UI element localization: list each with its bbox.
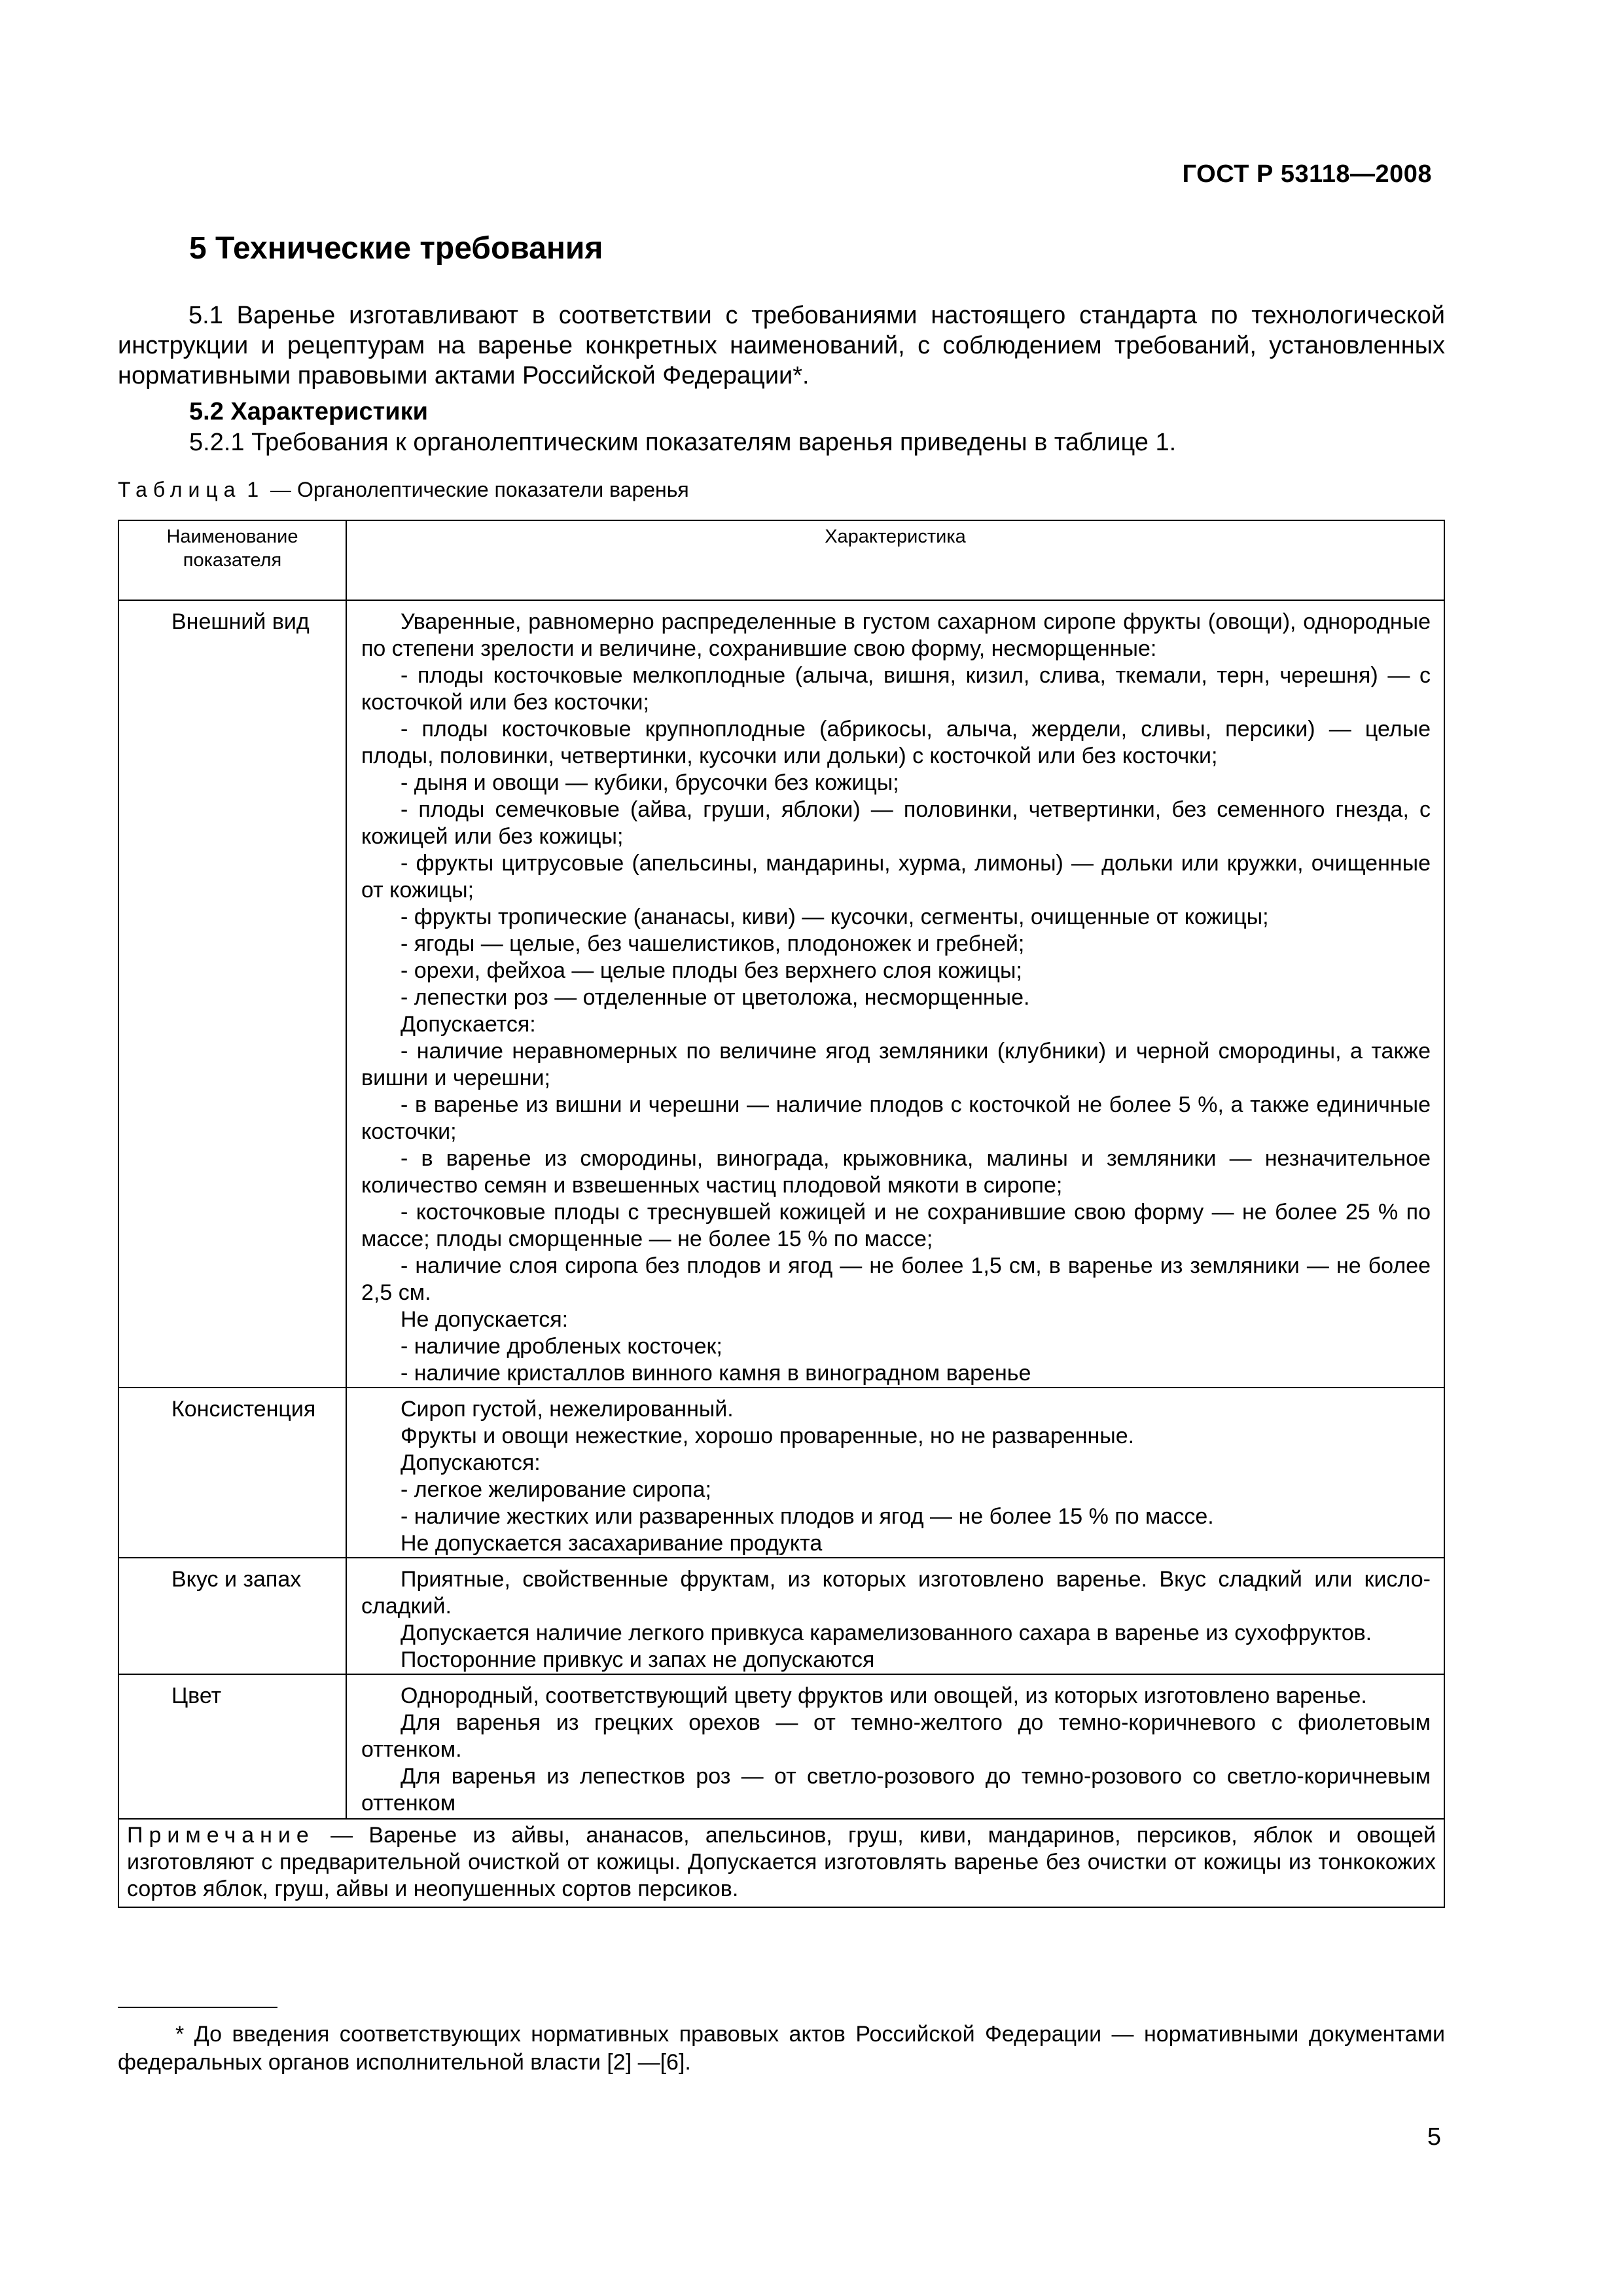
table-row-consistency bbox=[118, 1388, 1444, 1558]
note-text: — Варенье из айвы, ананасов, апельсинов, груш, киви, мандаринов, персиков, яблок и овощей изготовляют с предварительной очисткой от кожицы. Допускается изготовлять варенье без очистки от кожицы из тонкокожих сортов яблок, груш, айвы и неопушенных сортов персиков. bbox=[127, 1823, 1436, 1901]
characteristic-line: Допускается: bbox=[401, 1012, 536, 1037]
characteristic-line: Уваренные, равномерно распределенные в густом сахарном сиропе фрукты (овощи), однородные по степени зрелости и величине, сохранившие свою форму, несморщенные: bbox=[361, 609, 1431, 661]
header-indicator-name: Наименование показателя bbox=[118, 520, 346, 600]
characteristic-line: - дыня и овощи — кубики, брусочки без кожицы; bbox=[401, 770, 899, 795]
characteristic-line: - наличие кристаллов винного камня в виноградном варенье bbox=[401, 1361, 1031, 1386]
characteristic-line: - плоды косточковые мелкоплодные (алыча, вишня, кизил, слива, ткемали, терн, черешня) — с косточкой или без косточки; bbox=[361, 663, 1431, 715]
table-header-row bbox=[118, 520, 1444, 600]
table-note-row bbox=[118, 1819, 1444, 1907]
characteristic-line: Фрукты и овощи нежесткие, хорошо проваренные, но не разваренные. bbox=[401, 1424, 1135, 1448]
characteristic-line: - наличие жестких или разваренных плодов и ягод — не более 15 % по массе. bbox=[401, 1504, 1214, 1529]
characteristic-line: - лепестки роз — отделенные от цветоложа, несморщенные. bbox=[401, 985, 1030, 1010]
characteristic-line: - наличие неравномерных по величине ягод земляники (клубники) и черной смородины, а также вишни и черешни; bbox=[361, 1039, 1431, 1090]
table-row-taste-smell bbox=[118, 1558, 1444, 1674]
row-name: Вкус и запах bbox=[171, 1567, 302, 1592]
characteristic-line: - плоды косточковые крупноплодные (абрикосы, алыча, жердели, сливы, персики) — целые плоды, половинки, четвертинки, кусочки или дольки) с косточкой или без косточки; bbox=[361, 717, 1431, 768]
page-number: 5 bbox=[1427, 2123, 1441, 2151]
table-note bbox=[118, 1819, 1444, 1907]
row-characteristic-cell bbox=[346, 1674, 1444, 1819]
characteristic-line: - фрукты тропические (ананасы, киви) — кусочки, сегменты, очищенные от кожицы; bbox=[401, 905, 1269, 929]
characteristic-line: - ягоды — целые, без чашелистиков, плодоножек и гребней; bbox=[401, 931, 1025, 956]
row-name-cell bbox=[118, 1558, 346, 1674]
paragraph-5-1 bbox=[118, 300, 1445, 391]
characteristic-line: Приятные, свойственные фруктам, из которых изготовлено варенье. Вкус сладкий или кисло-сладкий. bbox=[361, 1567, 1431, 1619]
row-name-cell bbox=[118, 1388, 346, 1558]
table-caption bbox=[118, 476, 689, 503]
paragraph-5-2-1: 5.2.1 Требования к органолептическим показателям варенья приведены в таблице 1. bbox=[189, 429, 1177, 456]
table-row-color bbox=[118, 1674, 1444, 1819]
characteristic-line: Однородный, соответствующий цвету фруктов или овощей, из которых изготовлено варенье. bbox=[401, 1683, 1367, 1708]
row-name: Внешний вид bbox=[171, 609, 310, 634]
characteristic-line: - в варенье из вишни и черешни — наличие плодов с косточкой не более 5 %, а также единичные косточки; bbox=[361, 1092, 1431, 1144]
characteristic-line: - в варенье из смородины, винограда, крыжовника, малины и земляники — незначительное количество семян и взвешенных частиц плодовой мякоти в сиропе; bbox=[361, 1146, 1431, 1198]
header-characteristic: Характеристика bbox=[346, 520, 1444, 600]
characteristic-line: - легкое желирование сиропа; bbox=[401, 1477, 711, 1502]
characteristic-line: Не допускается: bbox=[401, 1307, 569, 1332]
row-characteristic-cell bbox=[346, 600, 1444, 1388]
characteristic-line: Допускаются: bbox=[401, 1450, 541, 1475]
table-caption-number: 1 bbox=[247, 478, 265, 501]
footnote bbox=[118, 2020, 1445, 2077]
subsection-5-2-heading: 5.2 Характеристики bbox=[189, 398, 429, 425]
characteristic-line: - фрукты цитрусовые (апельсины, мандарины, хурма, лимоны) — дольки или кружки, очищенные от кожицы; bbox=[361, 851, 1431, 903]
row-characteristic-cell bbox=[346, 1388, 1444, 1558]
organoleptic-table bbox=[118, 520, 1445, 1908]
footnote-separator bbox=[118, 2007, 277, 2008]
characteristic-line: Допускается наличие легкого привкуса карамелизованного сахара в варенье из сухофруктов. bbox=[401, 1621, 1372, 1645]
characteristic-line: - косточковые плоды с треснувшей кожицей и не сохранившие свою форму — не более 25 % по массе; плоды сморщенные — не более 15 % по массе; bbox=[361, 1200, 1431, 1251]
footnote-text: * До введения соответствующих нормативных правовых актов Российской Федерации — нормативными документами федеральных органов исполнительной власти [2] —[6]. bbox=[118, 2022, 1445, 2075]
characteristic-line: - плоды семечковые (айва, груши, яблоки) — половинки, четвертинки, без семенного гнезда, с кожицей или без кожицы; bbox=[361, 797, 1431, 849]
characteristic-line: Сироп густой, нежелированный. bbox=[401, 1397, 734, 1422]
characteristic-line: Не допускается засахаривание продукта bbox=[401, 1531, 823, 1556]
note-label: Примечание bbox=[127, 1823, 315, 1848]
characteristic-line: - орехи, фейхоа — целые плоды без верхнего слоя кожицы; bbox=[401, 958, 1022, 983]
row-name: Цвет bbox=[171, 1683, 222, 1708]
characteristic-line: Для варенья из лепестков роз — от светло-розового до темно-розового со светло-коричневым оттенком bbox=[361, 1764, 1431, 1816]
paragraph-5-1-text: 5.1 Варенье изготавливают в соответствии с требованиями настоящего стандарта по технологической инструкции и рецептурам на варенье конкретных наименований, с соблюдением требований, установленных нормативными правовыми актами Российской Федерации*. bbox=[118, 302, 1445, 389]
row-characteristic-cell bbox=[346, 1558, 1444, 1674]
row-name-cell bbox=[118, 1674, 346, 1819]
characteristic-line: - наличие дробленых косточек; bbox=[401, 1334, 722, 1359]
row-name: Консистенция bbox=[171, 1397, 316, 1422]
table-caption-label: Таблица bbox=[118, 478, 241, 501]
characteristic-line: Посторонние привкус и запах не допускаются bbox=[401, 1647, 875, 1672]
characteristic-line: - наличие слоя сиропа без плодов и ягод — не более 1,5 см, в варенье из земляники — не более 2,5 см. bbox=[361, 1253, 1431, 1305]
row-name-cell bbox=[118, 600, 346, 1388]
document-code: ГОСТ Р 53118—2008 bbox=[1182, 160, 1432, 188]
table-row-appearance bbox=[118, 600, 1444, 1388]
table-caption-text: — Органолептические показатели варенья bbox=[264, 478, 689, 501]
section-title: 5 Технические требования bbox=[189, 231, 603, 266]
characteristic-line: Для варенья из грецких орехов — от темно-желтого до темно-коричневого с фиолетовым оттенком. bbox=[361, 1710, 1431, 1762]
